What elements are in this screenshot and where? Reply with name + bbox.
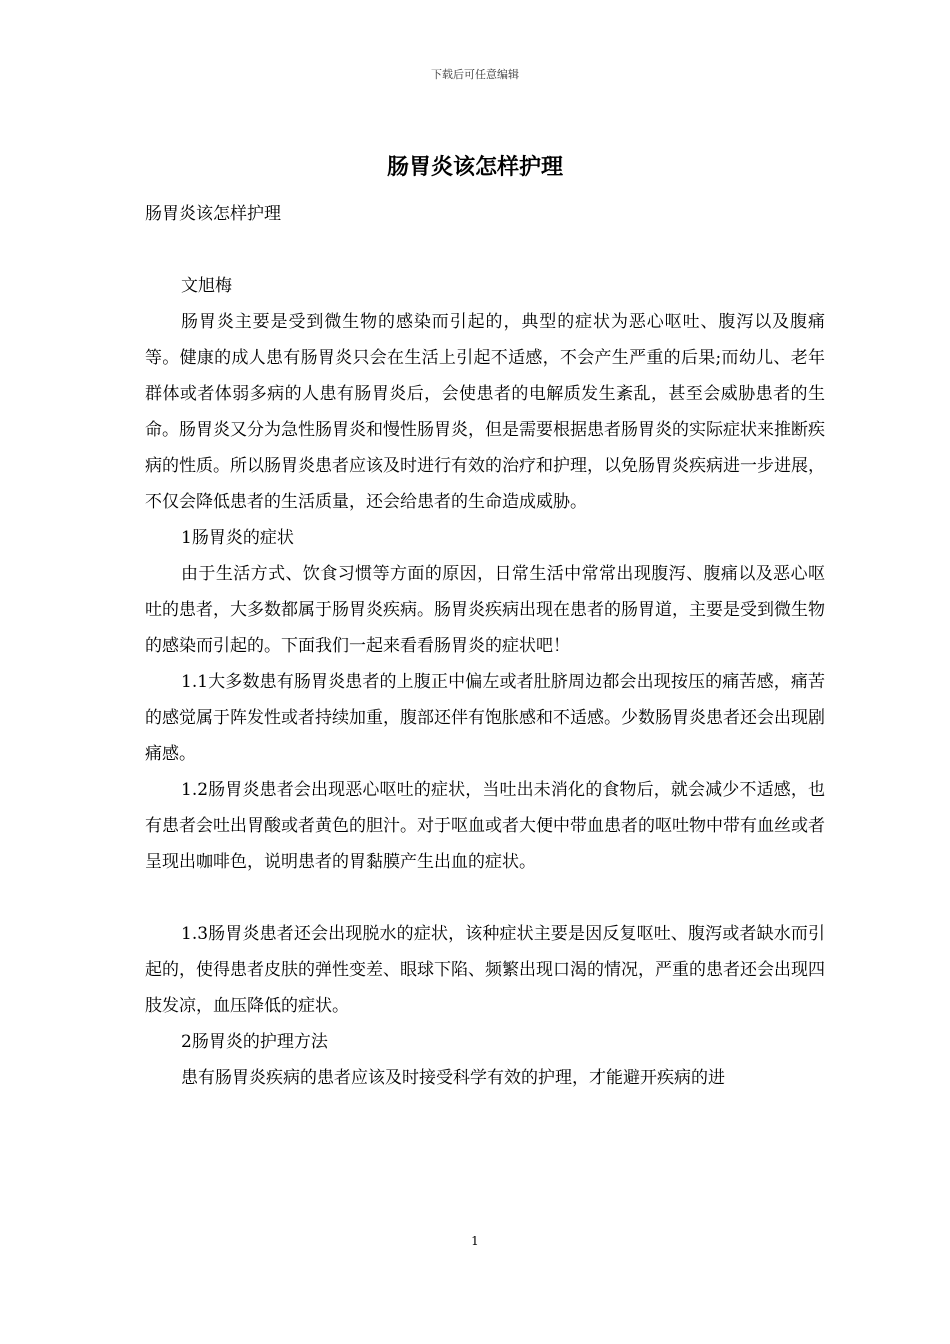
paragraph-symptoms-intro: 由于生活方式、饮食习惯等方面的原因，日常生活中常常出现腹泻、腹痛以及恶心呕吐的患者，大多数都属于肠胃炎疾病。肠胃炎疾病出现在患者的肠胃道，主要是受到微生物的感染而引起的。下面我们一起来看看肠胃炎的症状吧！ [145, 564, 825, 656]
document-subtitle: 肠胃炎该怎样护理 [145, 204, 281, 224]
header-note: 下载后可任意编辑 [431, 68, 519, 81]
paragraph-symptom-1-3: 1.3肠胃炎患者还会出现脱水的症状，该种症状主要是因反复呕吐、腹泻或者缺水而引起的，使得患者皮肤的弹性变差、眼球下陷、频繁出现口渴的情况，严重的患者还会出现四肢发凉，血压降低的症状。 [145, 924, 825, 1016]
paragraph-symptom-1-2: 1.2肠胃炎患者会出现恶心呕吐的症状，当吐出未消化的食物后，就会减少不适感，也有患者会吐出胃酸或者黄色的胆汁。对于呕血或者大便中带血患者的呕吐物中带有血丝或者呈现出咖啡色，说明患者的胃黏膜产生出血的症状。 [145, 780, 825, 872]
paragraph-symptom-1-1: 1.1大多数患有肠胃炎患者的上腹正中偏左或者肚脐周边都会出现按压的痛苦感，痛苦的感觉属于阵发性或者持续加重，腹部还伴有饱胀感和不适感。少数肠胃炎患者还会出现剧痛感。 [145, 672, 825, 764]
document-body [145, 196, 825, 1096]
page-number: 1 [471, 1234, 479, 1248]
paragraph-intro: 肠胃炎主要是受到微生物的感染而引起的，典型的症状为恶心呕吐、腹泻以及腹痛等。健康的成人患有肠胃炎只会在生活上引起不适感，不会产生严重的后果;而幼儿、老年群体或者体弱多病的人患有肠胃炎后，会使患者的电解质发生紊乱，甚至会威胁患者的生命。肠胃炎又分为急性肠胃炎和慢性肠胃炎，但是需要根据患者肠胃炎的实际症状来推断疾病的性质。所以肠胃炎患者应该及时进行有效的治疗和护理，以免肠胃炎疾病进一步进展，不仅会降低患者的生活质量，还会给患者的生命造成威胁。 [145, 312, 825, 512]
document-title: 肠胃炎该怎样护理 [386, 154, 563, 180]
section-heading-care: 2肠胃炎的护理方法 [181, 1032, 328, 1052]
author-name: 文旭梅 [181, 276, 232, 296]
section-heading-symptoms: 1肠胃炎的症状 [181, 528, 294, 548]
paragraph-care-intro: 患有肠胃炎疾病的患者应该及时接受科学有效的护理，才能避开疾病的进 [181, 1068, 725, 1088]
